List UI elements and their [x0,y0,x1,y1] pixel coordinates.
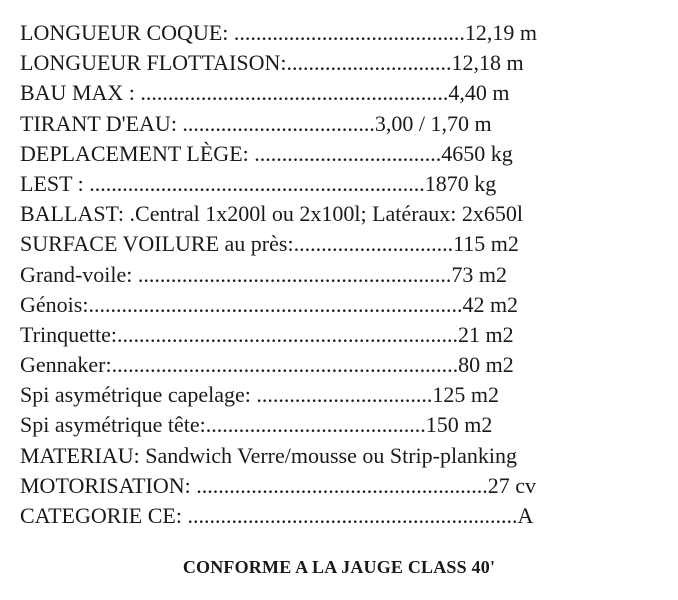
spec-upwind-sail-area: SURFACE VOILURE au près:.............................115 m2 [20,231,519,257]
spec-sheet [20,18,662,531]
spec-asym-spi-masthead: Spi asymétrique tête:........................................150 m2 [20,412,493,438]
spec-ballast-keel: LEST : .............................................................1870 kg [20,170,497,196]
spec-max-beam: BAU MAX : ........................................................4,40 m [20,80,510,106]
spec-hull-length: LONGUEUR COQUE: ..........................................12,19 m [20,20,537,45]
spec-gennaker: Gennaker:...............................................................80 m2 [20,352,514,378]
spec-staysail: Trinquette:..............................................................21 m2 [20,321,514,347]
spec-draft: TIRANT D'EAU: ...................................3,00 / 1,70 m [20,110,492,136]
spec-material: MATERIAU: Sandwich Verre/mousse ou Strip-planking [20,442,517,468]
spec-water-ballast: BALLAST: .Central 1x200l ou 2x100l; Latéraux: 2x650l [20,201,524,227]
spec-mainsail: Grand-voile: .........................................................73 m2 [20,261,508,287]
class-conformity-note: CONFORME A LA JAUGE CLASS 40' [182,557,496,577]
spec-ce-category: CATEGORIE CE: ............................................................A [20,503,534,528]
spec-asym-spi-hounds: Spi asymétrique capelage: ................................125 m2 [20,382,500,408]
spec-engine: MOTORISATION: .....................................................27 cv [20,472,536,498]
spec-waterline-length: LONGUEUR FLOTTAISON:..............................12,18 m [20,50,524,76]
spec-genoa: Génois:....................................................................42 m2 [20,291,519,317]
spec-light-displacement: DEPLACEMENT LÈGE: ..................................4650 kg [20,140,513,166]
